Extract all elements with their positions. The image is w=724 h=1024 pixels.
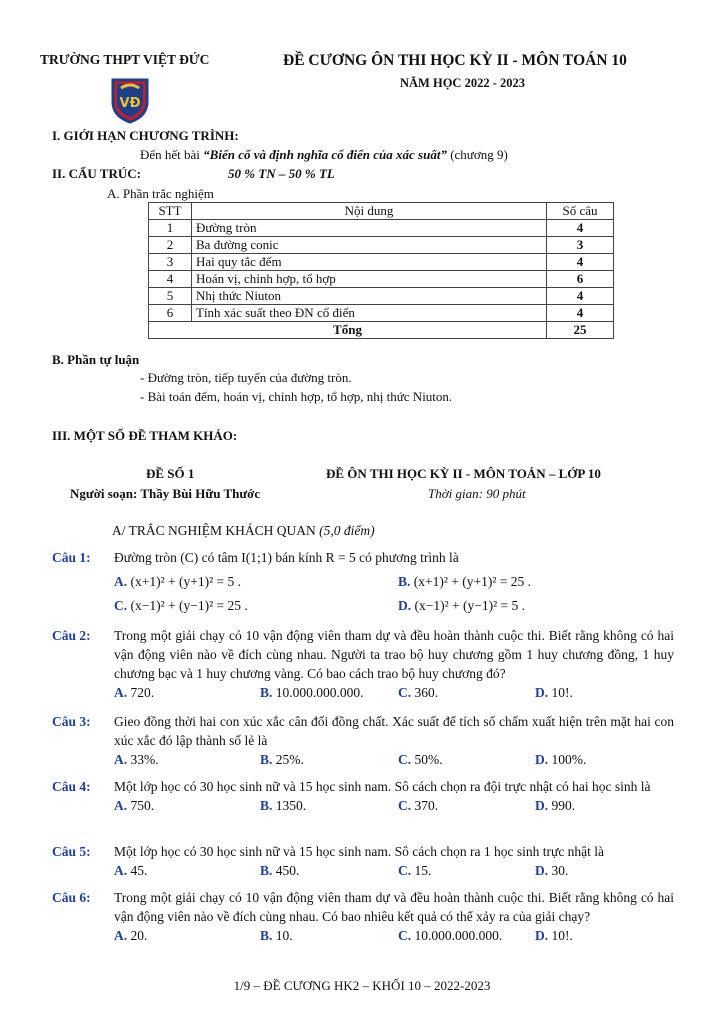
exam-time: Thời gian: 90 phút: [428, 486, 526, 501]
option-d: D. 10!.: [535, 685, 573, 700]
part-b-heading: B. Phần tự luận: [52, 352, 140, 367]
option-b: B. (x+1)² + (y+1)² = 25 .: [398, 574, 532, 589]
option-a: A. 720.: [114, 685, 155, 700]
table-row: 3 Hai quy tắc đếm 4: [149, 254, 614, 271]
option-a: A. 45.: [114, 863, 148, 878]
option-a: A. (x+1)² + (y+1)² = 5 .: [114, 574, 242, 589]
col-count: Số câu: [547, 203, 614, 220]
document-title: ĐỀ CƯƠNG ÔN THI HỌC KỲ II - MÔN TOÁN 10: [283, 52, 627, 69]
options-row: [114, 596, 674, 615]
structure-table: [148, 202, 614, 339]
exam-title: ĐỀ ÔN THI HỌC KỲ II - MÔN TOÁN – LỚP 10: [326, 466, 601, 481]
question-6: [52, 888, 674, 945]
table-row: 6 Tính xác suất theo ĐN cổ điển 4: [149, 305, 614, 322]
section-1-heading: I. GIỚI HẠN CHƯƠNG TRÌNH:: [52, 128, 239, 143]
school-name: TRƯỜNG THPT VIỆT ĐỨC: [40, 52, 210, 67]
part-a-heading: A. Phần trắc nghiệm: [107, 186, 214, 201]
options-row: [114, 750, 674, 769]
question-5: [52, 842, 674, 880]
col-stt: STT: [149, 203, 192, 220]
table-row: 4 Hoán vị, chỉnh hợp, tổ hợp 6: [149, 271, 614, 288]
part-a-title: A/ TRẮC NGHIỆM KHÁCH QUAN (5,0 điểm): [112, 523, 375, 538]
school-year: NĂM HỌC 2022 - 2023: [400, 76, 525, 90]
part-b-item: - Bài toán đếm, hoán vị, chỉnh hợp, tổ hợp, nhị thức Niuton.: [140, 389, 453, 404]
question-2: [52, 626, 674, 702]
question-number: Câu 4:: [52, 779, 91, 794]
option-d: D. (x−1)² + (y−1)² = 5 .: [398, 598, 526, 613]
option-b: B. 1350.: [260, 798, 307, 813]
options-row: [114, 683, 674, 702]
section-3-heading: III. MỘT SỐ ĐỀ THAM KHẢO:: [52, 428, 238, 443]
table-row: 5 Nhị thức Niuton 4: [149, 288, 614, 305]
question-number: Câu 2:: [52, 628, 91, 643]
exam-author: Người soạn: Thầy Bùi Hữu Thước: [70, 486, 261, 501]
structure-ratio: 50 % TN – 50 % TL: [228, 166, 335, 181]
part-b-item: - Đường tròn, tiếp tuyến của đường tròn.: [140, 370, 352, 385]
exam-number: ĐỀ SỐ 1: [146, 466, 195, 481]
question-number: Câu 3:: [52, 714, 91, 729]
question-number: Câu 1:: [52, 550, 91, 565]
section-1-scope: Đến hết bài “Biến cố và định nghĩa cổ điển của xác suất” (chương 9): [140, 147, 508, 162]
option-c: C. 370.: [398, 798, 439, 813]
question-number: Câu 5:: [52, 844, 91, 859]
table-row: 2 Ba đường conic 3: [149, 237, 614, 254]
option-c: C. 50%.: [398, 752, 443, 767]
col-content: Nội dung: [192, 203, 547, 220]
options-row: [114, 796, 674, 815]
option-d: D. 990.: [535, 798, 576, 813]
question-text: Gieo đồng thời hai con xúc xắc cân đối đồng chất. Xác suất để tích số chấm xuất hiện trên mặt hai con xúc xắc đó lập thành số lẻ là: [114, 714, 674, 748]
svg-text:VĐ: VĐ: [119, 96, 141, 111]
table-total-row: Tổng 25: [149, 322, 614, 339]
question-text: Trong một giải chạy có 10 vận động viên tham dự và đều hoàn thành cuộc thi. Biết rằng không có hai vận động viên nào về đích cùng nhau. Người ta trao bộ huy chương gồm 1 huy chương đồng, 1 huy chương bạc và 1 huy chương vàng. Có bao cách trao bộ huy chương đó?: [114, 628, 674, 681]
question-4: [52, 777, 674, 815]
table-row: 1 Đường tròn 4: [149, 220, 614, 237]
option-c: C. 10.000.000.000.: [398, 928, 503, 943]
question-text: Đường tròn (C) có tâm I(1;1) bán kính R = 5 có phương trình là: [114, 550, 459, 565]
option-d: D. 10!.: [535, 928, 573, 943]
option-c: C. (x−1)² + (y−1)² = 25 .: [114, 598, 248, 613]
option-b: B. 10.: [260, 928, 293, 943]
option-a: A. 750.: [114, 798, 155, 813]
question-number: Câu 6:: [52, 890, 91, 905]
option-d: D. 30.: [535, 863, 569, 878]
page-footer: 1/9 – ĐỀ CƯƠNG HK2 – KHỐI 10 – 2022-2023: [233, 978, 491, 993]
option-a: A. 20.: [114, 928, 148, 943]
question-text: Trong một giải chạy có 10 vận động viên tham dự và đều hoàn thành cuộc thi. Biết rằng không có hai vận động viên nào về đích cùng nhau. Có bao nhiêu kết quả có thể xảy ra của giải chạy?: [114, 890, 674, 924]
option-c: C. 15.: [398, 863, 432, 878]
options-row: [114, 572, 674, 591]
option-b: B. 25%.: [260, 752, 304, 767]
school-logo: [107, 74, 153, 124]
question-text: Một lớp học có 30 học sinh nữ và 15 học sinh nam. Sô cách chọn ra đội trực nhật có hai học sinh là: [114, 779, 651, 794]
option-d: D. 100%.: [535, 752, 587, 767]
option-b: B. 10.000.000.000.: [260, 685, 364, 700]
section-2-heading: II. CẤU TRÚC:: [52, 166, 141, 181]
question-3: [52, 712, 674, 769]
question-1: [52, 548, 674, 615]
table-header-row: [149, 203, 614, 220]
options-row: [114, 861, 674, 880]
options-row: [114, 926, 674, 945]
question-text: Một lớp học có 30 học sinh nữ và 15 học sinh nam. Sô cách chọn ra 1 học sinh trực nhật là: [114, 844, 605, 859]
option-c: C. 360.: [398, 685, 439, 700]
option-b: B. 450.: [260, 863, 300, 878]
option-a: A. 33%.: [114, 752, 159, 767]
